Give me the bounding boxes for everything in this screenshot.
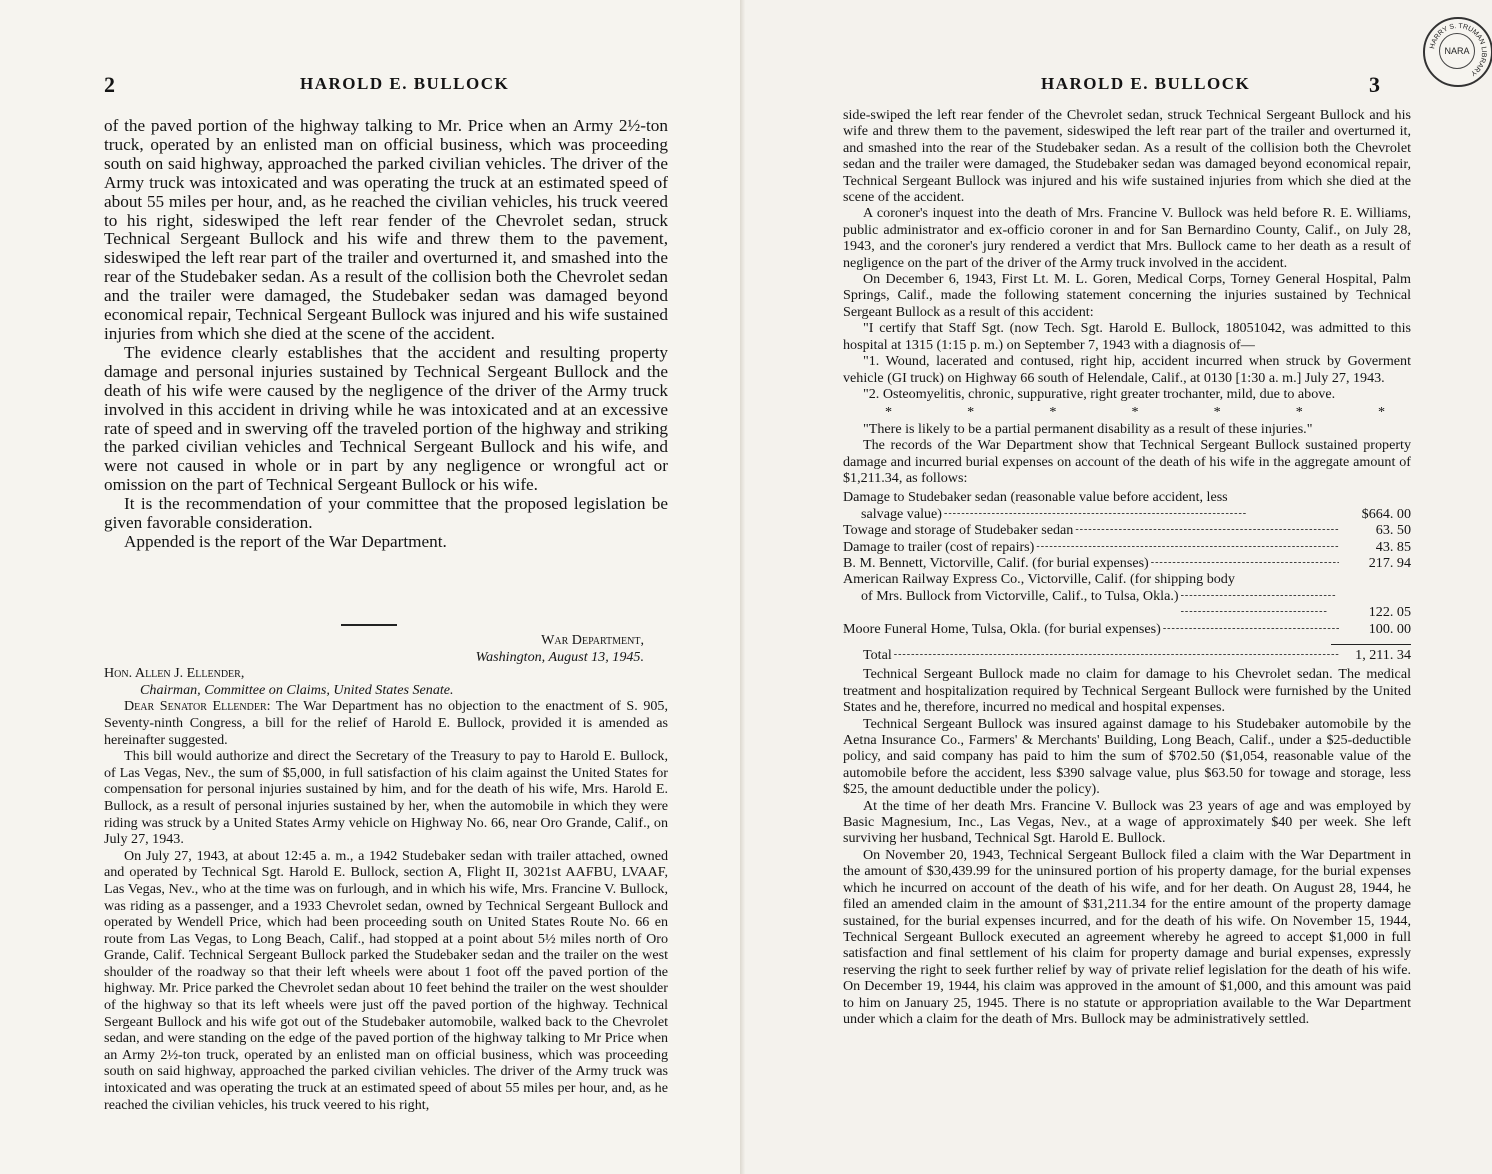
paragraph: On November 20, 1943, Technical Sergeant Bullock filed a claim with the War Department in the amount of $30,439.99 for the uninsured portion of his property damage, for the burial expenses which he incurred on account of the death of his wife, and for her death. On August 28, 1944, he filed an amended claim in the amount of $31,211.34 for the entire amount of the property damage sustained, for the burial expenses incurred, and for the death of his wife. On November 15, 1944, Technical Sergeant Bullock executed an agreement whereby he agreed to accept $1,000 in full satisfaction and final settlement of his claim for property damage and burial expenses, expressly reserving the right to seek further relief by way of private relief legislation for the death of his wife. On December 19, 1944, his claim was approved in the amount of $1,000, and this amount was paid to him on January 25, 1945. There is no statute or appropriation available to the War Department under which a claim for the death of Mrs. Bullock may be administratively settled. [843, 846, 1411, 1027]
paragraph: It is the recommendation of your committee that the proposed legislation be given favorable consideration. [104, 494, 668, 533]
star: * [1295, 404, 1303, 421]
paragraph: Technical Sergeant Bullock made no claim for damage to his Chevrolet sedan. The medical treatment and hospitalization required by Technical Sergeant Bullock were furnished by the United States and he, therefore, incurred no medical and hospital expenses. [843, 666, 1411, 716]
expense-label: Damage to trailer (cost of repairs) [843, 538, 1035, 555]
left-page [0, 0, 745, 1174]
expense-label: Towage and storage of Studebaker sedan [843, 522, 1074, 539]
expense-label-cont: salvage value) [861, 505, 942, 522]
letter-opening [104, 698, 668, 748]
total-amount: 1, 211. 34 [1355, 647, 1411, 663]
paragraph: side-swiped the left rear fender of the Chevrolet sedan, struck Technical Sergeant Bullock and his wife and threw them to the pavement, sideswiped the left rear part of the trailer and overturned it, and smashed into the rear of the Studebaker sedan. As a result of the collision both the Chevrolet sedan and the trailer were damaged, the Studebaker sedan was damaged beyond economical repair, Technical Sergeant Bullock was injured and his wife sustained injuries from which she died at the scene of the accident. [843, 107, 1411, 206]
page-number: 2 [104, 72, 115, 97]
expense-row [843, 539, 1411, 555]
truman-library-stamp [1423, 17, 1492, 87]
expense-label: Damage to Studebaker sedan (reasonable value before accident, less [843, 489, 1228, 506]
star: * [1049, 404, 1057, 421]
page-number: 3 [1369, 72, 1380, 97]
star: * [885, 404, 893, 421]
star: * [1131, 404, 1139, 421]
paragraph: This bill would authorize and direct the Secretary of the Treasury to pay to Harold E. Bullock, of Las Vegas, Nev., the sum of $5,000, in full satisfaction of his claim against the United States for compensation for personal injuries sustained by him, and for the death of his wife, Mrs. Harold E. Bullock, as a result of personal injuries sustained by her, when the automobile in which they were riding was struck by a United States Army vehicle on Highway No. 66, near Oro Grande, Calif., on July 27, 1943. [104, 748, 668, 848]
addressee-title: Chairman, Committee on Claims, United States Senate. [140, 681, 454, 698]
star: * [967, 404, 975, 421]
total-rule [1331, 644, 1411, 645]
paragraph: Appended is the report of the War Department. [124, 531, 447, 551]
right-page-body [843, 107, 1411, 1027]
expense-amount: 63. 50 [1375, 522, 1411, 539]
expense-row [843, 489, 1411, 522]
expense-row [843, 555, 1411, 571]
stamp-center-text: NARA [1439, 33, 1475, 69]
expense-amount: 100. 00 [1368, 620, 1411, 637]
expense-label: American Railway Express Co., Victorville, Calif. (for shipping body [843, 571, 1235, 588]
paragraph: On July 27, 1943, at about 12:45 a. m., a 1942 Studebaker sedan with trailer attached, owned and operated by Technical Sgt. Harold E. Bullock, section A, Flight II, 3021st AAFBU, LVAAF, Las Vegas, Nev., who at the time was on furlough, and in which his wife, Mrs. Francine V. Bullock, was riding as a passenger, and a 1933 Chevrolet sedan, owned by Technical Sergeant Bullock and operated by Wendell Price, which had been proceeding south on United States Route No. 66 en route from Las Vegas, to Long Beach, Calif., had stopped at a point about 5½ miles north of Oro Grande, Calif. Technical Sergeant Bullock parked the Studebaker sedan and the trailer on the west shoulder of the roadway so that their left wheels were about 1 foot off the paved portion of the highway. Mr. Price parked the Chevrolet sedan about 10 feet behind the trailer on the west shoulder of the highway so that its left wheels were just off the paved portion of the highway. Technical Sergeant Bullock and his wife got out of the Studebaker automobile, walked back to the Chevrolet sedan, and were standing on the edge of the paved portion of the highway talking to Mr Price when an Army 2½-ton truck, operated by an enlisted man on official business, which was proceeding south on said highway, approached the parked civilian vehicles. The driver of the Army truck was intoxicated and was operating the truck at an estimated speed of about 55 miles per hour, and, as he reached the civilian vehicles, his truck veered to his right, [104, 847, 668, 1113]
quote-paragraph: "1. Wound, lacerated and contused, right hip, accident incurred when struck by Goverment vehicle (GI truck) on Highway 66 south of Helendale, Calif., at 0130 [1:30 a. m.] July 27, 1943. [843, 353, 1411, 386]
ellipsis-stars [885, 404, 1385, 420]
report-body [104, 117, 668, 552]
total-row [843, 647, 1411, 663]
total-label: Total [863, 647, 892, 663]
paragraph: At the time of her death Mrs. Francine V. Bullock was 23 years of age and was employed by Basic Magnesium, Inc., Las Vegas, Nev., at a wage of approximately $40 per week. She left surviving her husband, Technical Sgt. Harold E. Bullock. [843, 797, 1411, 847]
war-department-letter [104, 616, 668, 1113]
paragraph: The records of the War Department show that Technical Sergeant Bullock sustained property damage and incurred burial expenses on account of the death of his wife in the aggregate amount of $1,211.34, as follows: [843, 437, 1411, 486]
place-date: Washington, August 13, 1945. [475, 648, 644, 665]
paragraph: Technical Sergeant Bullock was insured against damage to his Studebaker automobile by the Aetna Insurance Co., Farmers' & Merchants' Building, Long Beach, Calif., under a $25-deductible policy, and said company has paid to him the sum of $702.50 ($1,054, reasonable value of the automobile before the accident, less $390 salvage value, plus $63.50 for towage and storage, less $25, the amount deductible under the policy). [843, 715, 1411, 798]
opening-text: The War Department has no objection to the enactment of S. 905, Seventy-ninth Congress, a bill for the relief of Harold E. Bullock, provided it is amended as hereinafter suggested. [104, 698, 669, 748]
expense-label-cont: of Mrs. Bullock from Victorville, Calif., to Tulsa, Okla.) [861, 587, 1179, 604]
expense-row [843, 621, 1411, 637]
letterhead [104, 632, 644, 665]
paragraph: A coroner's inquest into the death of Mrs. Francine V. Bullock was held before R. E. Williams, public administrator and ex-officio coroner in and for San Bernardino County, Calif., on July 28, 1943, and the coroner's jury rendered a verdict that Mrs. Bullock came to her death as a result of negligence on the part of the driver of the Army truck involved in the accident. [843, 205, 1411, 271]
quote-paragraph: "2. Osteomyelitis, chronic, suppurative, right greater trochanter, mild, due to above. [863, 385, 1336, 402]
paragraph: On December 6, 1943, First Lt. M. L. Goren, Medical Corps, Torney General Hospital, Palm Springs, Calif., made the following statement concerning the injuries sustained by Technical Sergeant Bullock as a result of this accident: [843, 271, 1411, 320]
paragraph: of the paved portion of the highway talking to Mr. Price when an Army 2½-ton truck, operated by an enlisted man on official business, which was proceeding south on said highway, approached the parked civilian vehicles. The driver of the Army truck was intoxicated and was operating the truck at an estimated speed of about 55 miles per hour, and, as he reached the civilian vehicles, his truck veered to his right, sideswiped the left rear fender of the Chevrolet sedan, struck Technical Sergeant Bullock and his wife and threw them to the pavement, sideswiped the left rear part of the trailer and overturned it, and smashed into the rear of the Studebaker sedan. As a result of the collision both the Chevrolet sedan and the trailer were damaged, the Studebaker sedan was damaged beyond economical repair, Technical Sergeant Bullock was injured and his wife sustained injuries from which she died at the scene of the accident. [104, 116, 668, 343]
expense-amount: 217. 94 [1368, 554, 1411, 571]
divider-rule [341, 624, 397, 626]
salutation: Dear Senator Ellender: [124, 698, 271, 715]
expense-table [843, 489, 1411, 663]
star: * [1377, 404, 1385, 421]
expense-amount: $664. 00 [1361, 505, 1411, 522]
paragraph: The evidence clearly establishes that the accident and resulting property damage and personal injuries sustained by Technical Sergeant Bullock and the death of his wife were caused by the negligence of the driver of the Army truck involved in this accident in driving while he was intoxicated and at an excessive rate of speed and in swerving off the traveled portion of the highway and striking the parked civilian vehicles and Technical Sergeant Bullock and his wife, and were not caused in whole or in part by any negligence or wrongful act or omission on the part of Technical Sergeant Bullock or his wife. [104, 342, 668, 495]
running-head: HAROLD E. BULLOCK [300, 74, 510, 93]
stamp-ring-text: HARRY S. TRUMAN LIBRARY [1429, 22, 1488, 77]
quote-paragraph: "There is likely to be a partial permanent disability as a result of these injuries." [863, 420, 1313, 437]
running-head: HAROLD E. BULLOCK [1041, 74, 1251, 93]
expense-label: B. M. Bennett, Victorville, Calif. (for burial expenses) [843, 554, 1149, 571]
expense-amount: 122. 05 [1368, 604, 1411, 621]
expense-amount: 43. 85 [1375, 538, 1411, 555]
expense-row [843, 571, 1411, 620]
expense-label: Moore Funeral Home, Tulsa, Okla. (for burial expenses) [843, 620, 1161, 637]
department-name: War Department, [541, 632, 644, 648]
quote-paragraph: "I certify that Staff Sgt. (now Tech. Sgt. Harold E. Bullock, 18051042, was admitted to this hospital at 1315 (1:15 p. m.) on September 7, 1943 with a diagnosis of— [843, 320, 1411, 353]
addressee-name: Hon. Allen J. Ellender, [104, 665, 245, 682]
expense-row [843, 522, 1411, 538]
star: * [1213, 404, 1221, 421]
